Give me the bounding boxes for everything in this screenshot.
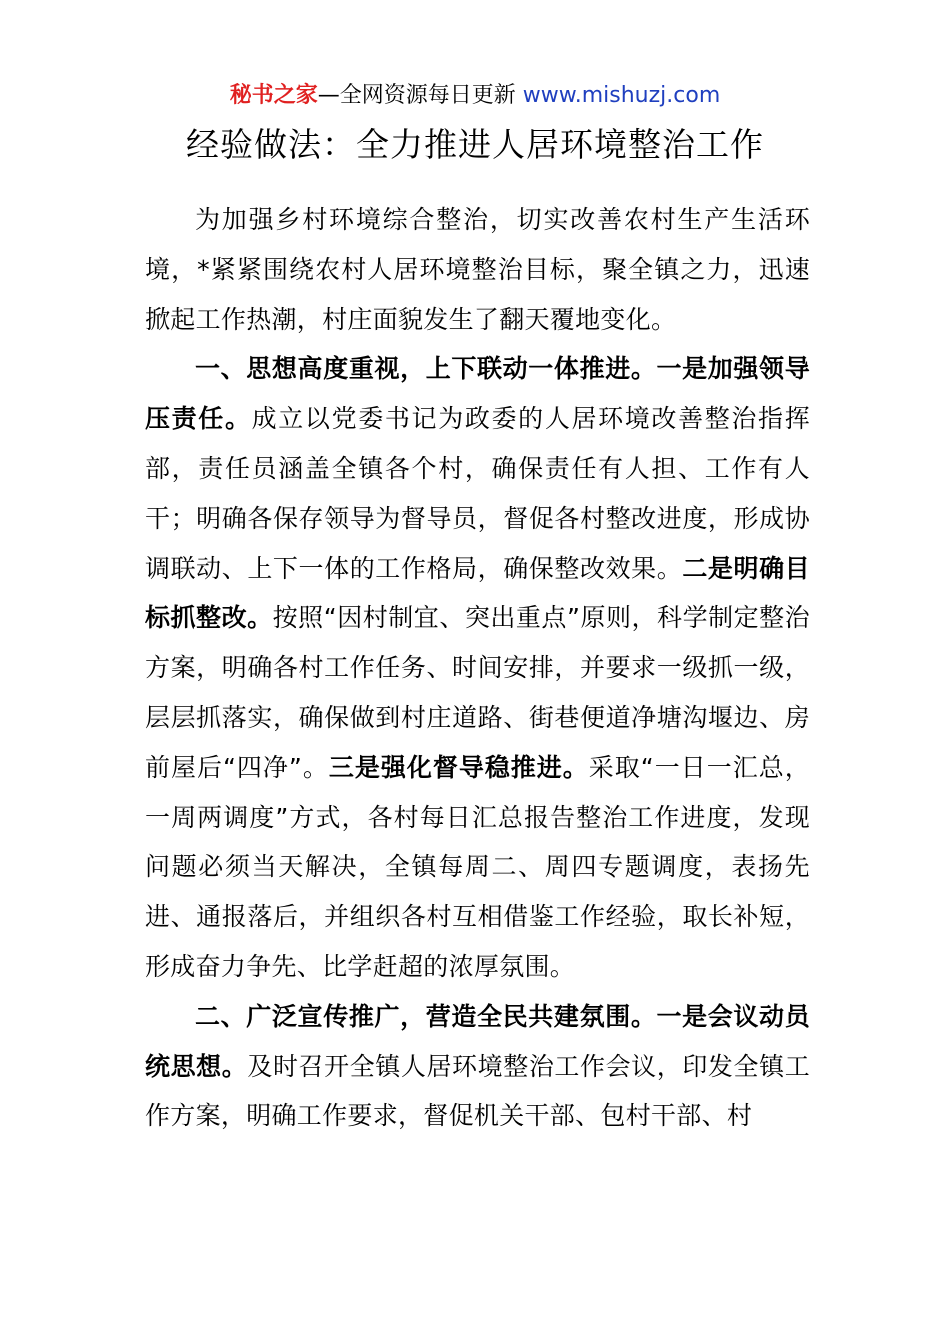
section-2-paragraph <box>145 992 810 1141</box>
section-1-point-1-lead: 一是加强领导压责任。 <box>145 354 810 434</box>
site-url-link[interactable]: www.mishuzj.com <box>522 83 721 108</box>
intro-paragraph: 为加强乡村环境综合整治，切实改善农村生产生活环境，*紧紧围绕农村人居环境整治目标，聚全镇之力，迅速掀起工作热潮，村庄面貌发生了翻天覆地变化。 <box>145 205 810 334</box>
section-1-point-2-lead: 二是明确目标抓整改。 <box>145 553 810 633</box>
section-1-paragraph <box>145 344 810 991</box>
section-1-point-1-text: 成立以党委书记为政委的人居环境改善整治指挥部，责任员涵盖全镇各个村，确保责任有人担、工作有人干；明确各保存领导为督导员，督促各村整改进度，形成协调联动、上下一体的工作格局，确保整改效果。 <box>145 404 810 583</box>
section-1-point-3-lead: 三是强化督导稳推进。 <box>328 752 589 782</box>
section-2-heading: 二、广泛宣传推广，营造全民共建氛围。 <box>195 1001 657 1031</box>
document-body <box>145 195 810 1141</box>
document-title: 经验做法：全力推进人居环境整治工作 <box>186 125 764 164</box>
site-header <box>0 80 950 112</box>
section-1-heading: 一、思想高度重视，上下联动一体推进。 <box>195 354 657 384</box>
section-1-point-3-text: 采取“一日一汇总，一周两调度”方式，各村每日汇总报告整治工作进度，发现问题必须当天解决，全镇每周二、周四专题调度，表扬先进、通报落后，并组织各村互相借鉴工作经验，取长补短，形成奋力争先、比学赶超的浓厚氛围。 <box>145 752 810 981</box>
section-2-point-1-text: 及时召开全镇人居环境整治工作会议，印发全镇工作方案，明确工作要求，督促机关干部、包村干部、村 <box>145 1051 810 1131</box>
header-tagline: —全网资源每日更新 <box>317 83 523 108</box>
section-1-point-2-text: 按照“因村制宜、突出重点”原则，科学制定整治方案，明确各村工作任务、时间安排，并要求一级抓一级，层层抓落实，确保做到村庄道路、街巷便道净塘沟堰边、房前屋后“四净”。 <box>145 603 810 782</box>
section-2-point-1-lead: 一是会议动员统思想。 <box>145 1001 810 1081</box>
brand-name: 秘书之家 <box>229 83 318 108</box>
